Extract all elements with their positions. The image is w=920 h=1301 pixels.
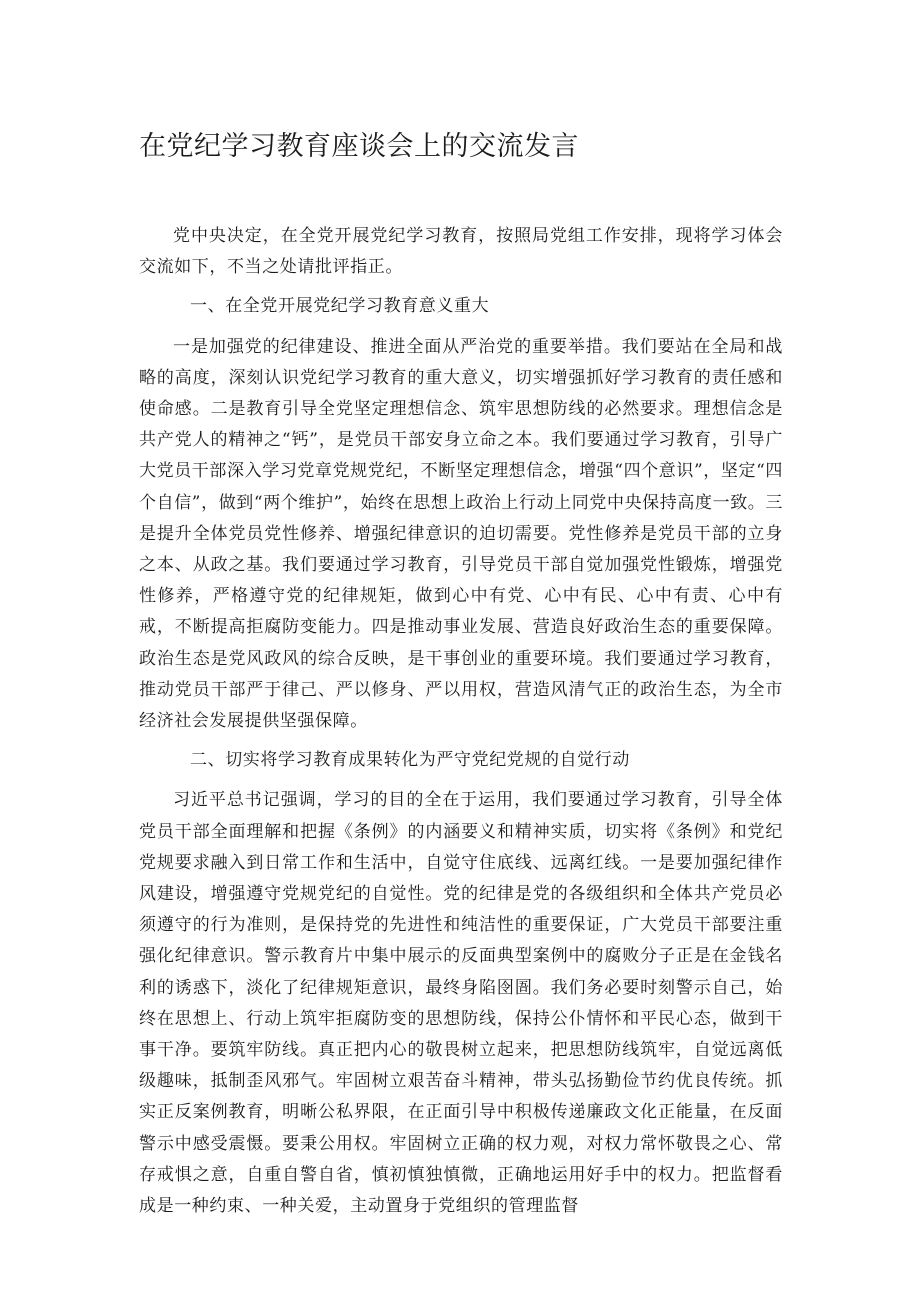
section-1-paragraph: 一是加强党的纪律建设、推进全面从严治党的重要举措。我们要站在全局和战略的高度，深刻认识党纪学习教育的重大意义，切实增强抓好学习教育的责任感和使命感。二是教育引导全党坚定理想信念、筑牢思想防线的必然要求。理想信念是共产党人的精神之“钙”，是党员干部安身立命之本。我们要通过学习教育，引导广大党员干部深入学习党章党规党纪，不断坚定理想信念，增强“四个意识”，坚定“四个自信”，做到“两个维护”，始终在思想上政治上行动上同党中央保持高度一致。三是提升全体党员党性修养、增强纪律意识的迫切需要。党性修养是党员干部的立身之本、从政之基。我们要通过学习教育，引导党员干部自觉加强党性锻炼，增强党性修养，严格遵守党的纪律规矩，做到心中有党、心中有民、心中有责、心中有戒，不断提高拒腐防变能力。四是推动事业发展、营造良好政治生态的重要保障。政治生态是党风政风的综合反映，是干事创业的重要环境。我们要通过学习教育，推动党员干部严于律己、严以修身、严以用权，营造风清气正的政治生态，为全市经济社会发展提供坚强保障。 [139, 336, 783, 732]
section-2-paragraph: 习近平总书记强调，学习的目的全在于运用，我们要通过学习教育，引导全体党员干部全面理解和把握《条例》的内涵要义和精神实质，切实将《条例》和党纪党规要求融入到日常工作和生活中，自觉守住底线、远离红线。一是要加强纪律作风建设，增强遵守党规党纪的自觉性。党的纪律是党的各级组织和全体共产党员必须遵守的行为准则，是保持党的先进性和纯洁性的重要保证，广大党员干部要注重强化纪律意识。警示教育片中集中展示的反面典型案例中的腐败分子正是在金钱名利的诱惑下，淡化了纪律规矩意识，最终身陷囹圄。我们务必要时刻警示自己，始终在思想上、行动上筑牢拒腐防变的思想防线，保持公仆情怀和平民心态，做到干事干净。要筑牢防线。真正把内心的敬畏树立起来，把思想防线筑牢，自觉远离低级趣味，抵制歪风邪气。牢固树立艰苦奋斗精神，带头弘扬勤俭节约优良传统。抓实正反案例教育，明晰公私界限，在正面引导中积极传递廉政文化正能量，在反面警示中感受震慑。要秉公用权。牢固树立正确的权力观，对权力常怀敬畏之心、常存戒惧之意，自重自警自省，慎初慎独慎微，正确地运用好手中的权力。把监督看成是一种约束、一种关爱，主动置身于党组织的管理监督 [139, 790, 783, 1217]
section-1-heading: 一、在全党开展党纪学习教育意义重大 [190, 296, 490, 317]
document-body [139, 221, 783, 1222]
section-2-heading: 二、切实将学习教育成果转化为严守党纪党规的自觉行动 [190, 750, 630, 771]
intro-paragraph: 党中央决定，在全党开展党纪学习教育，按照局党组工作安排，现将学习体会交流如下，不当之处请批评指正。 [139, 226, 783, 278]
document-title: 在党纪学习教育座谈会上的交流发言 [139, 131, 579, 162]
